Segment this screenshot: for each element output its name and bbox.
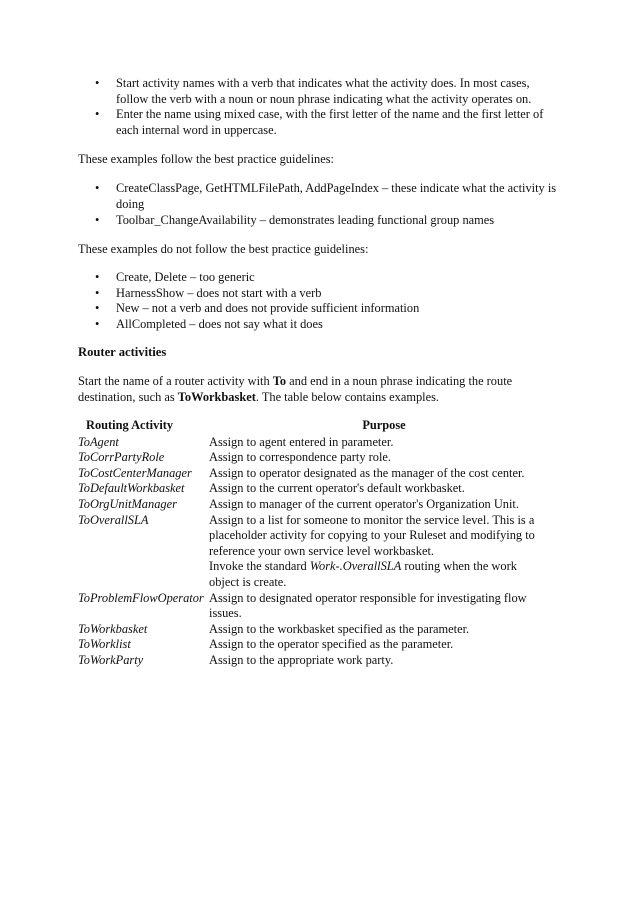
activity-purpose: Assign to a list for someone to monitor the service level. This is a placeholder activity for copying to your Ruleset and modifying to reference your own service level workbasket. Invoke the standard Work-.OverallSLA routing when the work object is create. — [209, 512, 535, 589]
routing-table — [78, 418, 564, 669]
activity-purpose: Assign to the current operator's default workbasket. — [209, 481, 465, 496]
list-item: • Toolbar_ChangeAvailability – demonstrates leading functional group names — [95, 213, 495, 228]
activity-name: ToWorkbasket — [78, 621, 148, 636]
good-examples-list — [78, 181, 564, 229]
activity-name: ToCorrPartyRole — [78, 450, 165, 465]
table-row — [78, 513, 564, 591]
table-row — [78, 481, 564, 497]
activity-purpose: Assign to the operator specified as the parameter. — [209, 637, 454, 652]
list-item: • Create, Delete – too generic — [95, 270, 255, 284]
activity-purpose: Assign to the workbasket specified as the parameter. — [209, 621, 470, 636]
activity-purpose: Assign to the appropriate work party. — [209, 652, 394, 667]
table-header — [78, 418, 564, 434]
section-heading: Router activities — [78, 345, 167, 359]
activity-name: ToWorklist — [78, 637, 131, 652]
activity-purpose: Assign to agent entered in parameter. — [209, 434, 394, 449]
list-item: • CreateClassPage, GetHTMLFilePath, AddPageIndex – these indicate what the activity is doing — [95, 181, 557, 211]
activity-name: ToDefaultWorkbasket — [78, 481, 185, 496]
column-header-purpose: Purpose — [362, 418, 406, 432]
table-row — [78, 497, 564, 513]
activity-purpose: Assign to operator designated as the manager of the cost center. — [209, 465, 525, 480]
activity-name: ToCostCenterManager — [78, 465, 192, 480]
bad-examples-list — [78, 270, 564, 332]
activity-purpose: Assign to designated operator responsible for investigating flow issues. — [209, 590, 527, 621]
not-follow-examples-intro: These examples do not follow the best practice guidelines: — [78, 242, 369, 256]
table-row — [78, 450, 564, 466]
column-header-activity: Routing Activity — [86, 418, 174, 432]
table-row — [78, 653, 564, 669]
table-row — [78, 637, 564, 653]
list-item: • Start activity names with a verb that indicates what the activity does. In most cases, follow the verb with a noun or noun phrase indicating what the activity operates on. — [95, 76, 532, 106]
naming-rules-list — [78, 76, 564, 138]
activity-name: ToProblemFlowOperator — [78, 590, 204, 605]
list-item: • HarnessShow – does not start with a verb — [95, 285, 322, 300]
list-item: • AllCompleted – does not say what it does — [95, 316, 323, 331]
list-item: • Enter the name using mixed case, with the first letter of the name and the first letter of each internal word in uppercase. — [95, 107, 544, 137]
table-row — [78, 622, 564, 638]
router-intro-paragraph: Start the name of a router activity with To and end in a noun phrase indicating the route destination, such as ToWorkbasket. The table below contains examples. — [78, 374, 513, 404]
activity-name: ToOrgUnitManager — [78, 496, 177, 511]
list-item: • New – not a verb and does not provide sufficient information — [95, 301, 420, 316]
table-row — [78, 466, 564, 482]
activity-purpose: Assign to correspondence party role. — [209, 450, 392, 465]
table-row — [78, 591, 564, 622]
table-row — [78, 435, 564, 451]
activity-purpose: Assign to manager of the current operator's Organization Unit. — [209, 496, 519, 511]
activity-name: ToAgent — [78, 434, 119, 449]
follow-examples-intro: These examples follow the best practice guidelines: — [78, 152, 334, 166]
activity-name: ToWorkParty — [78, 652, 144, 667]
activity-name: ToOverallSLA — [78, 512, 149, 527]
